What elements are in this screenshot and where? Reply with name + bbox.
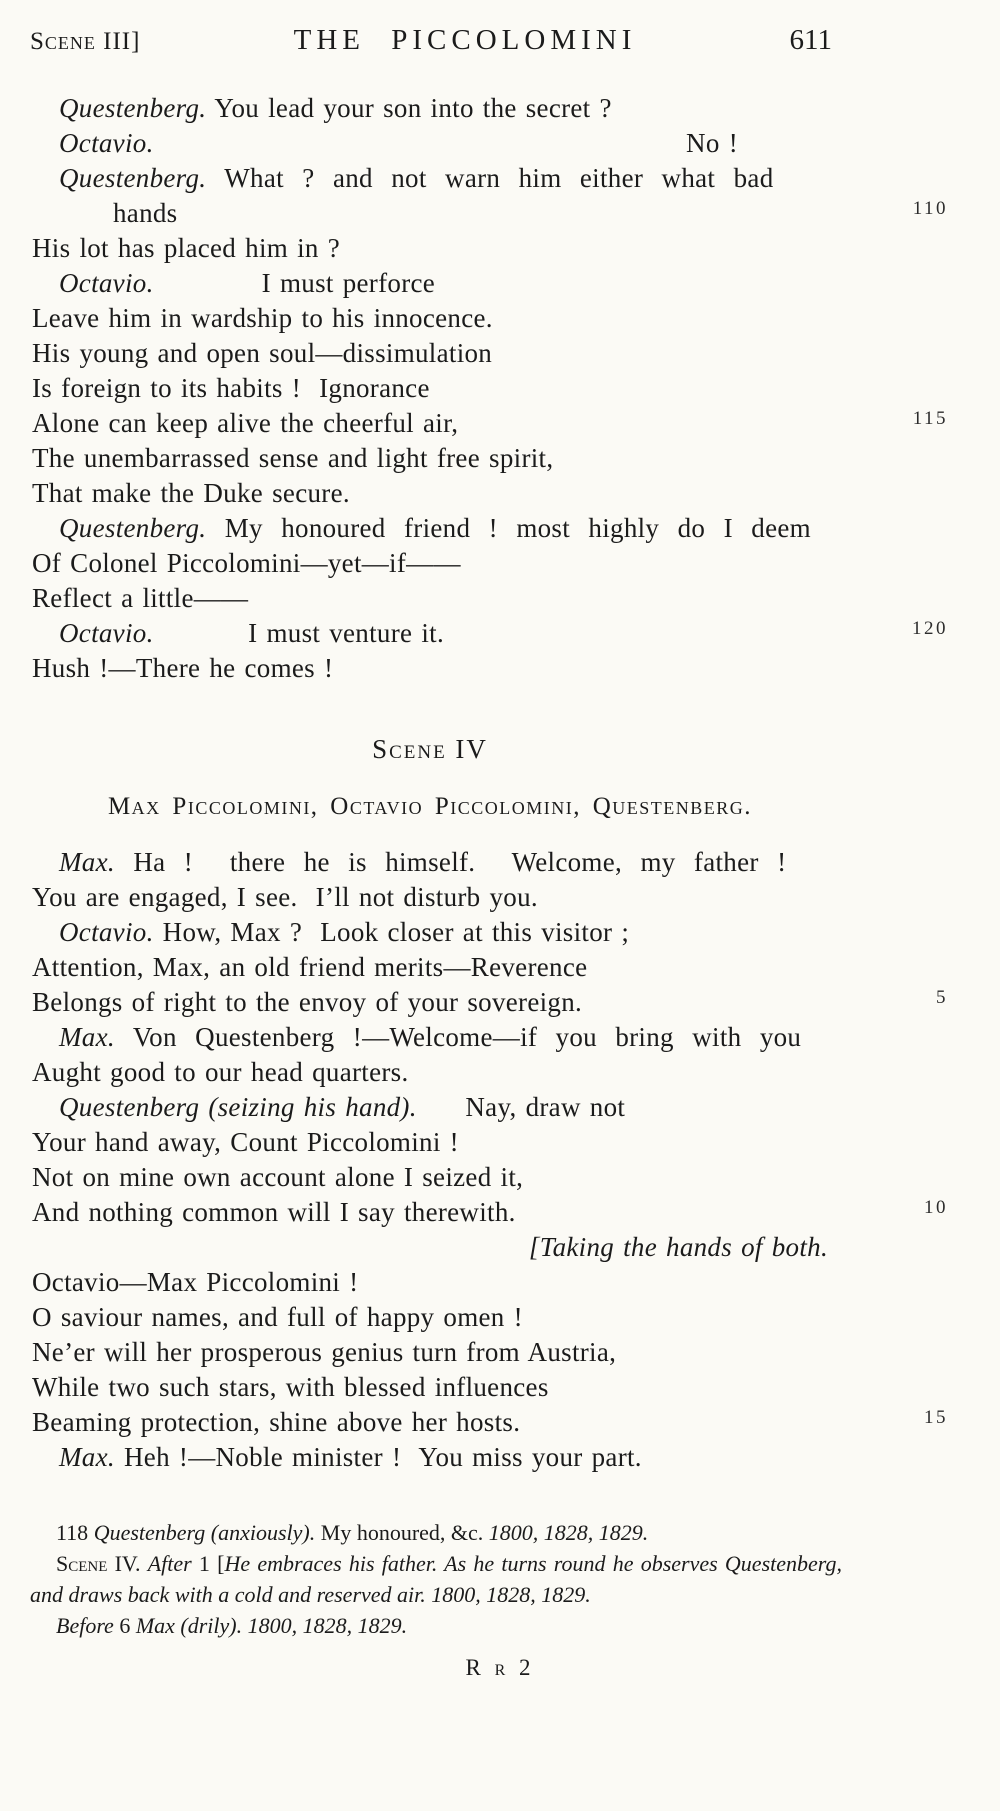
text: 6: [113, 1613, 136, 1638]
text: The unembarrassed sense and light free spirit,: [32, 443, 554, 473]
text: Your hand away, Count Piccolomini !: [32, 1127, 459, 1157]
verse-line: [32, 126, 828, 161]
verse-line: [32, 880, 828, 915]
text: That make the Duke secure.: [32, 478, 350, 508]
verse-line: [32, 1195, 948, 1230]
text: Nay, draw not: [465, 1092, 626, 1122]
text: My honoured, &c.: [315, 1520, 489, 1545]
text: Attention, Max, an old friend merits—Reverence: [32, 952, 588, 982]
text: Heh !—Noble minister ! You miss your part.: [114, 1442, 642, 1472]
italic-text: Questenberg.: [59, 513, 207, 543]
text: Is foreign to its habits ! Ignorance: [32, 373, 430, 403]
verse-line: [32, 845, 828, 880]
italic-text: Octavio.: [59, 618, 154, 648]
text: Belongs of right to the envoy of your sovereign.: [32, 987, 583, 1017]
scene-4-cast-list: Max Piccolomini, Octavio Piccolomini, Questenberg.: [107, 793, 753, 820]
text: Not on mine own account alone I seized it,: [32, 1162, 524, 1192]
text: O saviour names, and full of happy omen !: [32, 1302, 523, 1332]
text: How, Max ? Look closer at this visitor ;: [153, 917, 630, 947]
text: Reflect a little——: [32, 583, 249, 613]
header-book-title: THE PICCOLOMINI: [293, 24, 637, 56]
verse-line: [32, 301, 828, 336]
text: I must perforce: [261, 268, 436, 298]
stage-direction: [32, 1230, 828, 1265]
verse-line: [32, 915, 828, 950]
italic-text: Max.: [59, 1442, 115, 1472]
text: I must venture it.: [248, 618, 444, 648]
text: Octavio—Max Piccolomini !: [32, 1267, 359, 1297]
italic-text: Max (drily). 1800, 1828, 1829.: [135, 1613, 408, 1638]
italic-text: Octavio.: [59, 917, 154, 947]
italic-text: Before: [56, 1613, 114, 1638]
italic-text: After: [147, 1551, 192, 1576]
scene-4-heading: Scene IV: [372, 734, 488, 764]
text: 1 [: [191, 1551, 225, 1576]
verse-line: [32, 1265, 828, 1300]
text: My honoured friend ! most highly do I deem: [206, 513, 811, 543]
text: Of Colonel Piccolomini—yet—if——: [32, 548, 461, 578]
text: hands: [113, 198, 178, 228]
footnote: [30, 1548, 842, 1610]
text: Ne’er will her prosperous genius turn from Austria,: [32, 1337, 617, 1367]
italic-text: Questenberg (anxiously).: [93, 1520, 316, 1545]
text: His young and open soul—dissimulation: [32, 338, 493, 368]
header-scene-label: Scene III]: [30, 28, 141, 55]
text: Von Questenberg !—Welcome—if you bring with you: [114, 1022, 802, 1052]
verse-line: [32, 266, 828, 301]
verse-line: [32, 161, 828, 196]
verse-line: [32, 1370, 828, 1405]
text: Alone can keep alive the cheerful air,: [32, 408, 459, 438]
text: No !: [686, 128, 738, 158]
line-number: 5: [936, 987, 948, 1008]
verse-line: [32, 406, 948, 441]
verse-line: [32, 616, 948, 651]
verse-line: [32, 441, 828, 476]
verse-line: [32, 476, 828, 511]
text: And nothing common will I say therewith.: [32, 1197, 516, 1227]
text: Beaming protection, shine above her hosts.: [32, 1407, 521, 1437]
verse-line: [32, 1440, 828, 1475]
line-number: 115: [912, 408, 948, 429]
small-caps-text: Scene IV.: [56, 1551, 141, 1576]
text: Ha ! there he is himself. Welcome, my father !: [114, 847, 787, 877]
footnote: [30, 1517, 842, 1548]
scene-3-dialogue: [32, 91, 948, 686]
line-number: 15: [924, 1407, 948, 1428]
verse-line: [32, 1300, 828, 1335]
line-number: 10: [924, 1197, 948, 1218]
text: 118: [56, 1520, 94, 1545]
verse-line: [32, 1125, 828, 1160]
italic-text: Max.: [59, 847, 115, 877]
text: You are engaged, I see. I’ll not disturb you.: [32, 882, 538, 912]
verse-line: [32, 336, 828, 371]
italic-text: [Taking the hands of both.: [528, 1232, 828, 1262]
text: His lot has placed him in ?: [32, 233, 341, 263]
text: What ? and not warn him either what bad: [206, 163, 774, 193]
text: While two such stars, with blessed influences: [32, 1372, 549, 1402]
verse-line: [32, 91, 828, 126]
verse-line: [32, 1090, 828, 1125]
verse-line: [32, 1160, 828, 1195]
verse-line: [32, 371, 828, 406]
verse-line: [32, 950, 828, 985]
italic-text: Questenberg.: [59, 163, 207, 193]
verse-line: [32, 581, 828, 616]
line-number: 120: [912, 618, 948, 639]
running-header: [0, 24, 1000, 57]
verse-line: [32, 1335, 828, 1370]
verse-line: [32, 1020, 828, 1055]
italic-text: 1800, 1828, 1829.: [488, 1520, 649, 1545]
header-page-number: 611: [789, 24, 832, 56]
italic-text: Octavio.: [59, 268, 154, 298]
text: You lead your son into the secret ?: [206, 93, 612, 123]
text: [141, 1551, 148, 1576]
signature-mark: R r 2: [465, 1655, 535, 1680]
verse-line: [32, 196, 948, 231]
verse-line: [32, 985, 948, 1020]
play-text: [32, 91, 948, 1475]
footnote: [30, 1610, 842, 1641]
verse-line: [32, 511, 828, 546]
verse-line: [32, 546, 828, 581]
italic-text: Questenberg (seizing his hand).: [59, 1092, 417, 1122]
line-number: 110: [912, 198, 948, 219]
text: Aught good to our head quarters.: [32, 1057, 409, 1087]
text: Leave him in wardship to his innocence.: [32, 303, 493, 333]
italic-text: Questenberg.: [59, 93, 207, 123]
page-footer: [0, 1517, 1000, 1681]
italic-text: Octavio.: [59, 128, 154, 158]
verse-line: [32, 231, 828, 266]
verse-line: [32, 1055, 828, 1090]
scene-4-dialogue: [32, 845, 948, 1475]
footnotes: [30, 1517, 842, 1641]
italic-text: Max.: [59, 1022, 115, 1052]
verse-line: [32, 651, 828, 686]
verse-line: [32, 1405, 948, 1440]
text: Hush !—There he comes !: [32, 653, 334, 683]
italic-text: He embraces his father. As he turns round he observes Questenberg, and draws back with a cold and reserved air. 1800, 1828, 1829.: [30, 1551, 843, 1607]
